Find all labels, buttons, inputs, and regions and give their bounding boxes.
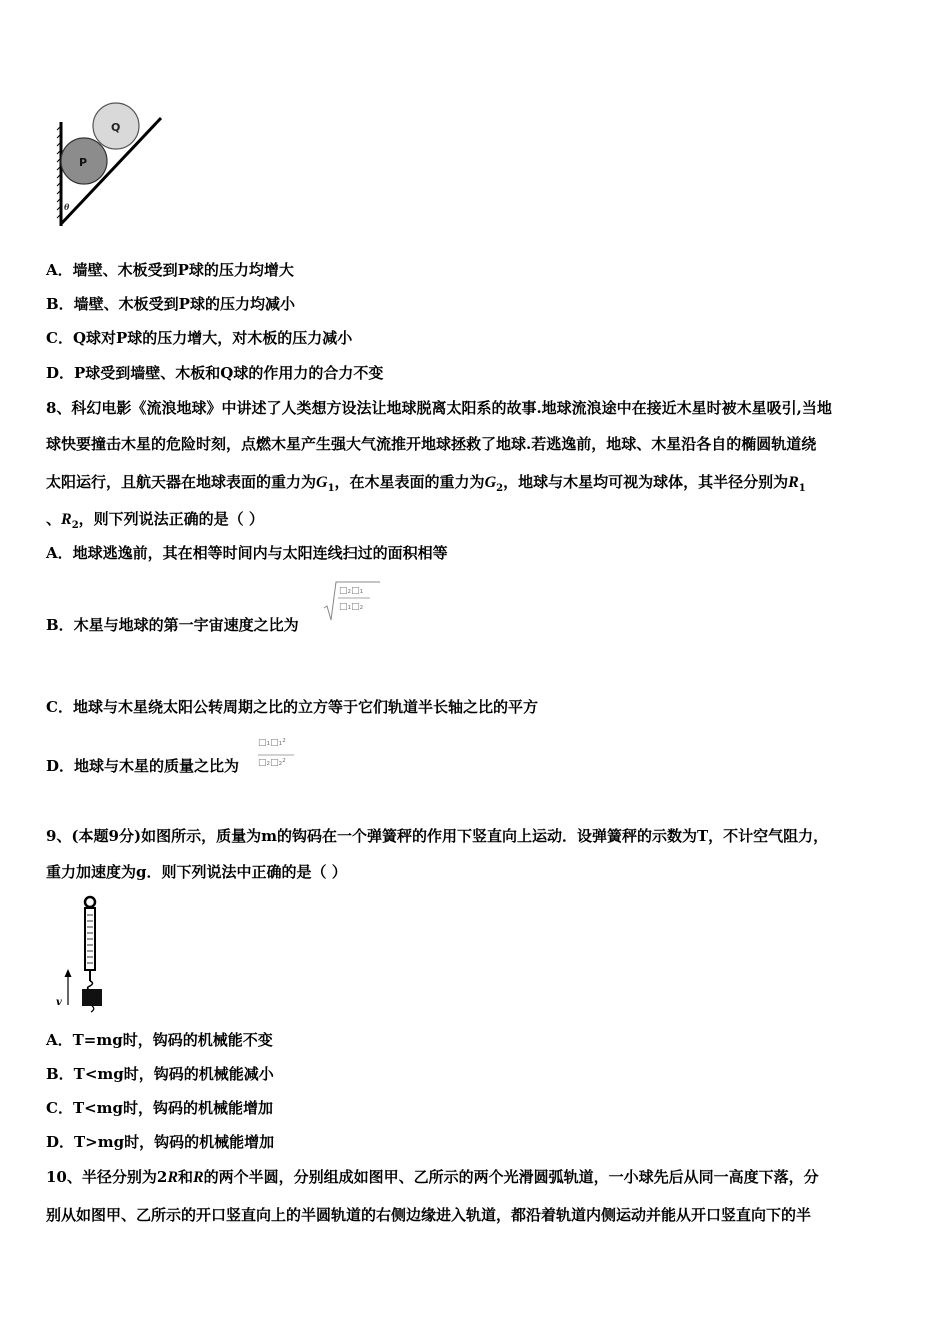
q9-option-c: C．T<mg时，钩码的机械能增加 bbox=[46, 1099, 274, 1117]
q7-option-b: B．墙壁、木板受到P球的压力均减小 bbox=[46, 295, 295, 313]
var-r2: R bbox=[61, 511, 72, 528]
var-r: R bbox=[193, 1169, 204, 1186]
label-p: P bbox=[79, 156, 88, 169]
q8-text: ，则下列说法正确的是（ ） bbox=[78, 510, 264, 528]
sub-2: 2 bbox=[71, 520, 79, 531]
q10-text: 的两个半圆，分别组成如图甲、乙所示的两个光滑圆弧轨道，一小球先后从同一高度下落，分 bbox=[203, 1168, 819, 1186]
balls-incline-figure bbox=[55, 96, 167, 230]
q9-stem-line-2: 重力加速度为g．则下列说法中正确的是（ ） bbox=[46, 863, 347, 881]
label-theta: θ bbox=[64, 202, 70, 212]
q7-option-d: D．P球受到墙壁、木板和Q球的作用力的合力不变 bbox=[46, 364, 384, 382]
q8-option-b: B．木星与地球的第一宇宙速度之比为 bbox=[46, 616, 299, 634]
var-g2: G bbox=[484, 474, 497, 491]
sub-1: 1 bbox=[327, 483, 335, 494]
q8-option-d: D．地球与木星的质量之比为 bbox=[46, 757, 240, 775]
formula-b-denominator: □₁□₂ bbox=[339, 602, 364, 612]
q8-stem-line-1: 8、科幻电影《流浪地球》中讲述了人类想方设法让地球脱离太阳系的故事.地球流浪途中在接近木星时被木星吸引,当地 bbox=[46, 399, 832, 417]
q10-stem-line-1 bbox=[46, 1167, 819, 1188]
formula-d-numerator: □₁□₁² bbox=[258, 738, 286, 748]
q9-option-a: A．T=mg时，钩码的机械能不变 bbox=[46, 1031, 273, 1049]
sub-2: 2 bbox=[496, 483, 504, 494]
scale-top-ring bbox=[85, 897, 95, 907]
q9-option-d: D．T>mg时，钩码的机械能增加 bbox=[46, 1133, 275, 1151]
q8-text: 太阳运行，且航天器在地球表面的重力为 bbox=[46, 473, 317, 491]
formula-d-denominator: □₂□₂² bbox=[258, 758, 286, 768]
spring-scale-figure bbox=[52, 893, 122, 1015]
q10-text: 和 bbox=[177, 1168, 193, 1186]
sqrt-formula bbox=[322, 578, 382, 624]
label-q: Q bbox=[111, 121, 121, 134]
q7-option-a: A．墙壁、木板受到P球的压力均增大 bbox=[46, 261, 294, 279]
q8-stem-line-4 bbox=[46, 509, 264, 536]
formula-b-numerator: □₂□₁ bbox=[339, 586, 364, 596]
q10-text: 10、半径分别为2 bbox=[46, 1168, 168, 1186]
label-v: v bbox=[56, 997, 62, 1008]
scale-hook bbox=[88, 981, 93, 990]
q7-option-c: C．Q球对P球的压力增大，对木板的压力减小 bbox=[46, 329, 353, 347]
hook-weight bbox=[82, 989, 102, 1006]
q9-stem-line-1: 9、(本题9分)如图所示，质量为m的钩码在一个弹簧秤的作用下竖直向上运动．设弹簧秤的示数为T，不计空气阻力， bbox=[46, 827, 829, 845]
q8-option-a: A．地球逃逸前，其在相等时间内与太阳连线扫过的面积相等 bbox=[46, 544, 448, 562]
var-g1: G bbox=[316, 474, 328, 491]
q10-stem-line-2: 别从如图甲、乙所示的开口竖直向上的半圆轨道的右侧边缘进入轨道，都沿着轨道内侧运动并能从开口竖直向下的半 bbox=[46, 1206, 812, 1224]
sub-1: 1 bbox=[798, 483, 806, 494]
q8-stem-line-3 bbox=[46, 472, 806, 499]
q8-text: ，在木星表面的重力为 bbox=[334, 473, 485, 491]
var-r: R bbox=[167, 1169, 178, 1186]
velocity-arrow-head bbox=[65, 969, 72, 977]
q9-option-b: B．T<mg时，钩码的机械能减小 bbox=[46, 1065, 274, 1083]
q8-text: ，地球与木星均可视为球体，其半径分别为 bbox=[503, 473, 789, 491]
weight-bottom-hook bbox=[91, 1006, 94, 1012]
var-r1: R bbox=[788, 474, 799, 491]
q8-stem-line-2: 球快要撞击木星的危险时刻，点燃木星产生强大气流推开地球拯救了地球.若逃逸前，地球、木星沿各自的椭圆轨道绕 bbox=[46, 435, 817, 453]
q8-text: 、 bbox=[46, 510, 62, 528]
q8-option-c: C．地球与木星绕太阳公转周期之比的立方等于它们轨道半长轴之比的平方 bbox=[46, 698, 538, 716]
